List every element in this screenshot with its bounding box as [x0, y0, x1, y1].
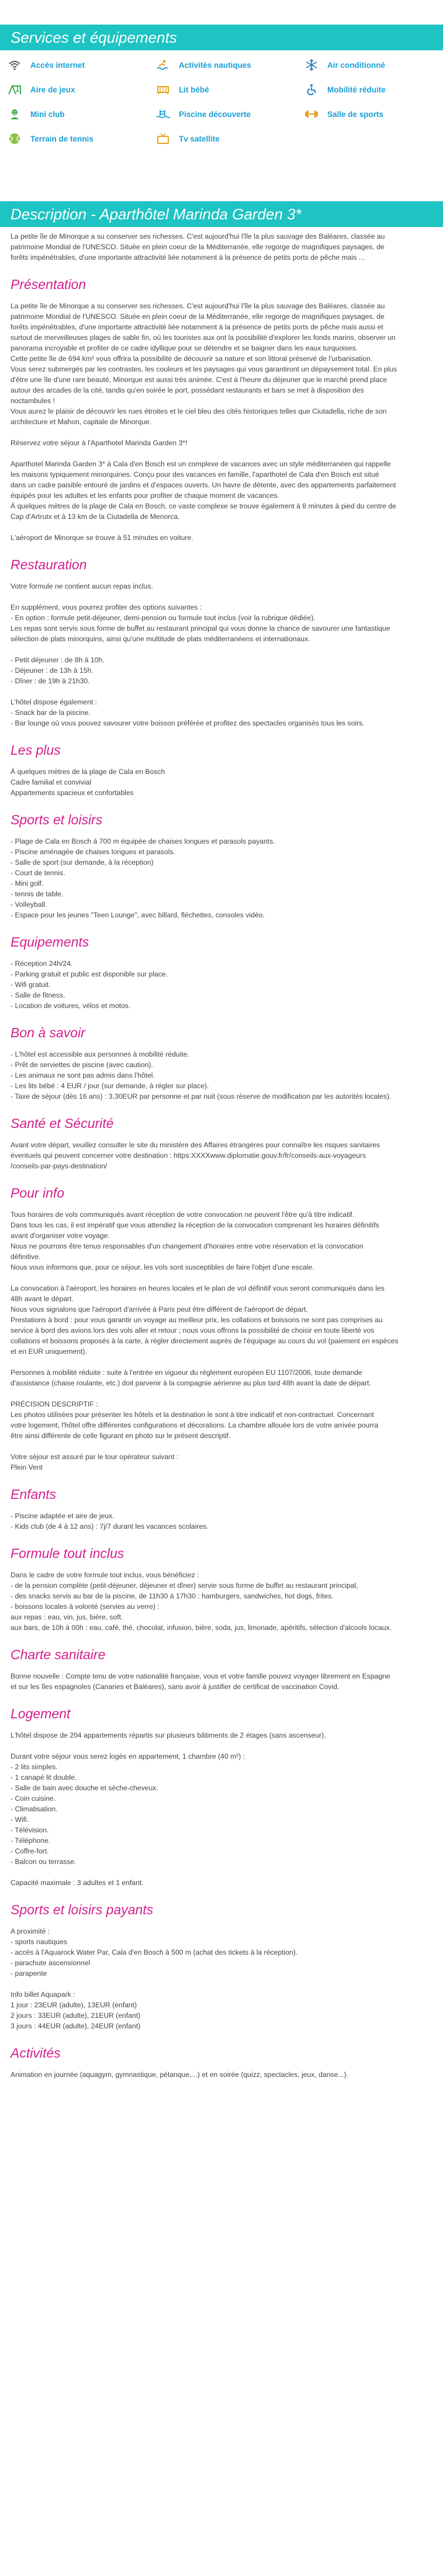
- services-grid: [0, 59, 443, 145]
- text-line: - Parking gratuit et public est disponible sur place.: [11, 970, 168, 978]
- accessibility-icon: [304, 83, 319, 96]
- services-list: [0, 59, 443, 145]
- text-line: Dans le cadre de votre formule tout inclus, vous bénéficiez :: [11, 1571, 199, 1579]
- text-line: La convocation à l'aéroport, les horaires en heures locales et le plan de vol définitif vous seront communiqués dans les: [11, 1284, 385, 1292]
- text-line: - parachute ascensionnel: [11, 1959, 91, 1967]
- services-title: Services et équipements: [11, 29, 177, 46]
- text-line: - Plage de Cala en Bosch à 700 m équipée de chaises longues et parasols payants.: [11, 837, 275, 845]
- gym-icon: [304, 108, 319, 121]
- service-item: [7, 83, 155, 96]
- text-line: - Déjeuner : de 13h à 15h.: [11, 666, 94, 675]
- tv-icon: [155, 132, 171, 145]
- description-content: [0, 231, 443, 2080]
- section-body: [11, 1926, 432, 2031]
- water-activities-icon: [155, 59, 171, 71]
- text-line: équipés pour les adultes et les enfants pour profiter de chaque moment de vacances.: [11, 491, 280, 500]
- text-line: aux repas : eau, vin, jus, bière, soft.: [11, 1613, 123, 1621]
- text-line: - Télévision.: [11, 1826, 49, 1834]
- spacer: [11, 1867, 432, 1877]
- text-line: 1 jour : 23EUR (adulte), 13EUR (enfant): [11, 2001, 137, 2009]
- text-line: être ainsi différente de celle figurant en photo sur le présent descriptif.: [11, 1432, 231, 1440]
- spacer: [11, 1388, 432, 1399]
- section-body: [11, 1140, 432, 1171]
- section-title: Bon à savoir: [11, 1025, 85, 1040]
- service-label: Mini club: [30, 109, 65, 119]
- text-line: Appartements spacieux et confortables: [11, 789, 134, 797]
- service-item: [155, 59, 304, 71]
- section: [11, 812, 432, 920]
- section: [11, 1546, 432, 1633]
- section-body: [11, 766, 432, 798]
- text-line: - Balcon ou terrasse.: [11, 1858, 77, 1866]
- text-line: - sports nautiques: [11, 1938, 67, 1946]
- spacer: [11, 448, 432, 459]
- service-item: [155, 108, 304, 121]
- text-line: - boissons locales à volonté (servies au verre) :: [11, 1602, 160, 1611]
- text-line: patrimoine Mondial de l'UNESCO. Située en plein coeur de la Méditerranée, elle regorge de magnifiques paysages, de: [11, 243, 385, 251]
- section-body: [11, 1511, 432, 1532]
- mini-club-icon: [7, 108, 22, 121]
- section-body: [11, 1730, 432, 1888]
- text-line: La petite île de Minorque a su conserver ses richesses. C'est aujourd'hui l'île la plus sauvage des Baléares, classée au: [11, 302, 385, 310]
- text-line: d'assistance (chaise roulante, etc.) doit parvenir à la compagnie aérienne au plus tard 48h avant la date de départ.: [11, 1379, 371, 1387]
- text-line: Les repas sont servis sous forme de buffet au restaurant principal qui vous donne la chance de savourer une fantastique: [11, 624, 390, 632]
- text-line: aux bars, de 10h à 00h : eau, café, thé, chocolat, infusion, bière, soda, jus, limonade, apéritifs, sélection d'alcools locaux.: [11, 1624, 392, 1632]
- text-line: Info billet Aquapark :: [11, 1990, 75, 1999]
- section: [11, 1647, 432, 1692]
- text-line: - Piscine aménagée de chaises longues et parasols.: [11, 848, 175, 856]
- text-line: L'hôtel dispose de 204 appartements répartis sur plusieurs bâtiments de 2 étages (sans ascenseur).: [11, 1731, 326, 1739]
- text-line: Nous ne pourrons être tenus responsables d'un changement d'horaires entre votre réservation et la convocation: [11, 1242, 364, 1250]
- section: [11, 1025, 432, 1102]
- baby-cot-icon: [155, 83, 171, 96]
- text-line: Cap d'Artrutx et à 13 km de la Ciutadella de Menorca.: [11, 513, 180, 521]
- service-label: Air conditionné: [327, 60, 385, 70]
- text-line: - 2 lits simples.: [11, 1763, 58, 1771]
- text-line: - Prêt de serviettes de piscine (avec caution).: [11, 1061, 153, 1069]
- text-line: - Volleyball.: [11, 900, 47, 909]
- description-banner: [0, 201, 443, 227]
- description-intro: [11, 231, 432, 263]
- section-body: [11, 2069, 432, 2080]
- service-label: Activités nautiques: [179, 60, 251, 70]
- text-line: sélection de plats minorquins, ainsi qu'une multitude de plats méditerranéens et internationaux.: [11, 635, 310, 643]
- section: [11, 1487, 432, 1532]
- text-line: - Taxe de séjour (dès 16 ans) : 3,30EUR par personne et par nuit (sous réserve de modification par les autorités locales).: [11, 1092, 392, 1100]
- section-body: [11, 1671, 432, 1692]
- section-body: [11, 836, 432, 920]
- text-line: - Location de voitures, vélos et motos.: [11, 1002, 131, 1010]
- text-line: À quelques mètres de la plage de Cala en Bosch, ce vaste complexe se trouve également à 8 minutes à pied du centre de: [11, 502, 396, 510]
- text-line: Animation en journée (aquagym, gymnastique, pétanque,...) et en soirée (quizz, spectacles, jeux, danse...).: [11, 2071, 348, 2079]
- section-body: [11, 1570, 432, 1633]
- wifi-icon: [7, 59, 22, 71]
- service-label: Piscine découverte: [179, 109, 251, 119]
- text-line: Vous serez submergés par les contrastes, les couleurs et les paysages qui vous garantiront un dépaysement total. En plus: [11, 365, 397, 373]
- text-line: - Salle de sport (sur demande, à la réception): [11, 858, 154, 866]
- playground-icon: [7, 83, 22, 96]
- text-line: Nous vous signalons que l'aéroport d'arrivée à Paris peut être différent de l'aéroport de départ.: [11, 1305, 308, 1313]
- spacer: [11, 644, 432, 655]
- spacer: [11, 686, 432, 697]
- spacer: [11, 1272, 432, 1283]
- text-line: PRÉCISION DESCRIPTIF :: [11, 1400, 98, 1408]
- text-line: - Wifi gratuit.: [11, 981, 51, 989]
- text-line: forêts impénétrables, d'une importante attractivité liée notamment à la présence de petits ports de pêche mais aussi et: [11, 323, 383, 331]
- text-line: - de la pension complète (petit-déjeuner, déjeuner et dîner) servie sous forme de buffet au restaurant principal,: [11, 1581, 358, 1590]
- spacer: [11, 1979, 432, 1989]
- text-line: - Petit déjeuner : de 8h à 10h.: [11, 656, 105, 664]
- service-label: Terrain de tennis: [30, 134, 94, 143]
- air-conditioning-icon: [304, 59, 319, 71]
- section-title: Sports et loisirs: [11, 812, 103, 827]
- text-line: À quelques mètres de la plage de Cala en Bosch: [11, 768, 165, 776]
- section: [11, 1706, 432, 1888]
- text-line: - Court de tennis.: [11, 869, 65, 877]
- text-line: - Les animaux ne sont pas admis dans l'hôtel.: [11, 1071, 155, 1079]
- section: [11, 742, 432, 798]
- service-label: Accès internet: [30, 60, 85, 70]
- text-line: - Espace pour les jeunes "Teen Lounge", avec billard, fléchettes, consoles vidéo.: [11, 911, 265, 919]
- text-line: forêts impénétrables, d'une importante attractivité liée notamment à la présence de petits ports de pêche mais ...: [11, 253, 365, 262]
- text-line: - Kids club (de 4 à 12 ans) : 7j/7 durant les vacances scolaires.: [11, 1522, 209, 1531]
- service-label: Lit bébé: [179, 85, 209, 94]
- section-title: Charte sanitaire: [11, 1647, 106, 1662]
- section-title: Les plus: [11, 742, 61, 758]
- text-line: Votre séjour est assuré par le tour opérateur suivant :: [11, 1453, 179, 1461]
- text-line: d'être une île d'une rare beauté, Minorque est aussi très animée. C'est à l'heure du déjeuner que le marché prend place: [11, 376, 387, 384]
- spacer: [11, 1741, 432, 1751]
- text-line: noctambules !: [11, 397, 55, 405]
- text-line: Vous aurez le plaisir de découvrir les rues étroites et le ciel bleu des cités historiques telles que Ciutadella, riche de son: [11, 407, 387, 415]
- text-line: Plein Vent: [11, 1463, 43, 1471]
- section-title: Santé et Sécurité: [11, 1116, 114, 1131]
- text-line: - En option : formule petit-déjeuner, demi-pension ou formule tout inclus (voir la rubrique dédiée).: [11, 614, 316, 622]
- text-line: service à bord des avions lors des vols aller et retour ; nous vous offrons la possibilité de choisir en toute liberté vos: [11, 1326, 375, 1335]
- section: [11, 1185, 432, 1473]
- text-line: L'hôtel dispose également :: [11, 698, 97, 706]
- service-item: [304, 108, 443, 121]
- text-line: - tennis de table.: [11, 890, 64, 898]
- section-body: [11, 1209, 432, 1473]
- text-line: Personnes à mobilité réduite : suite à l'entrée en vigueur du règlement européen EU 1107/2006, toute demande: [11, 1368, 362, 1377]
- text-line: - Les lits bébé : 4 EUR / jour (sur demande, à régler sur place).: [11, 1082, 209, 1090]
- service-label: Aire de jeux: [30, 85, 75, 94]
- text-line: - Salle de bain avec douche et sèche-cheveux.: [11, 1784, 158, 1792]
- text-line: - Snack bar de la piscine.: [11, 709, 91, 717]
- section-body: [11, 958, 432, 1011]
- text-line: /conseils-par-pays-destination/: [11, 1162, 108, 1170]
- description-title: Description - Aparthôtel Marinda Garden 3*: [11, 205, 302, 223]
- text-line: - L'hôtel est accessible aux personnes à mobilité réduite.: [11, 1050, 189, 1058]
- section-body: [11, 581, 432, 728]
- text-line: - Climatisation.: [11, 1805, 58, 1813]
- text-line: 2 jours : 33EUR (adulte), 21EUR (enfant): [11, 2011, 141, 2020]
- text-line: panorama incroyable et profiter de ce cadre idyllique pour se détendre et se baigner dans les eaux turquoises.: [11, 344, 358, 352]
- service-item: [155, 132, 304, 145]
- text-line: dans un cadre paisible entouré de jardins et d'espaces ouverts. Un havre de détente, avec des appartements parfaitement: [11, 481, 396, 489]
- text-line: L'aéroport de Minorque se trouve à 51 minutes en voiture.: [11, 534, 193, 542]
- section-title: Enfants: [11, 1487, 56, 1502]
- description-sections: [11, 277, 432, 2080]
- text-line: Tous horaires de vols communiqués avant réception de votre convocation ne peuvent l'être qu'à titre indicatif.: [11, 1210, 354, 1219]
- section: [11, 1902, 432, 2031]
- section: [11, 1116, 432, 1171]
- service-item: [7, 59, 155, 71]
- text-line: - des snacks servis au bar de la piscine, de 11h30 à 17h30 : hamburgers, sandwiches, hot dogs, frites.: [11, 1592, 334, 1600]
- text-line: - parapente: [11, 1969, 47, 1977]
- section-title: Sports et loisirs payants: [11, 1902, 154, 1917]
- text-line: - 1 canapé lit double.: [11, 1773, 77, 1781]
- text-line: Dans tous les cas, il est impératif que vous attendiez la réception de la convocation comprenant les horaires définitifs: [11, 1221, 379, 1229]
- section: [11, 934, 432, 1011]
- text-line: Avant votre départ, veuillez consulter le site du ministère des Affaires étrangères pour connaître les risques sanitaires: [11, 1141, 380, 1149]
- text-line: votre logement, l'hôtel offre différentes configurations et décorations. La chambre allouée lors de votre arrivée pourra: [11, 1421, 379, 1429]
- service-item: [155, 83, 304, 96]
- text-line: Cette petite île de 694 km² vous offrira la possibilité de découvrir sa nature et son littoral préservé de l'urbanisation.: [11, 355, 373, 363]
- text-line: les maisons typiquement minorquines. Conçu pour des vacances en famille, l'aparthotel de Cala d'en Bosch est situé: [11, 470, 379, 479]
- text-line: - Bar lounge où vous pouvez savourer votre boisson préférée et profitez des spectacles organisés tous les soirs.: [11, 719, 365, 727]
- section-body: [11, 301, 432, 543]
- spacer: [11, 522, 432, 532]
- text-line: et en EUR uniquement).: [11, 1347, 87, 1356]
- spacer: [11, 1441, 432, 1452]
- text-line: La petite île de Minorque a su conserver ses richesses. C'est aujourd'hui l'île la plus sauvage des Baléares, classée au: [11, 232, 385, 240]
- text-line: patrimoine Mondial de l'UNESCO. Située en plein coeur de la Méditerranée, elle regorge de magnifiques paysages, de: [11, 312, 385, 321]
- service-label: Salle de sports: [327, 109, 384, 119]
- text-line: - Mini golf.: [11, 879, 44, 888]
- text-line: Prestations à bord : pour vous garantir un voyage au meilleur prix, les collations et boissons ne sont pas comprises au: [11, 1316, 383, 1324]
- text-line: Votre formule ne contient aucun repas inclus.: [11, 582, 153, 590]
- text-line: Les photos utilisées pour présenter les hôtels et la destination le sont à titre indicatif et non-contractuel. Concernant: [11, 1411, 374, 1419]
- text-line: Capacité maximale : 3 adultes et 1 enfant.: [11, 1879, 144, 1887]
- services-banner: [0, 25, 443, 50]
- text-line: - Salle de fitness.: [11, 991, 65, 999]
- text-line: 48h avant le départ.: [11, 1295, 74, 1303]
- service-item: [304, 83, 443, 96]
- text-line: autour des arcades de la cité, tandis qu'en soirée le port, possédant restaurants et bars se met à disposition des: [11, 386, 364, 394]
- section: [11, 277, 432, 543]
- text-line: Bonne nouvelle : Compte tenu de votre nationalité française, vous et votre famille pouvez voyager librement en Espagne: [11, 1672, 390, 1680]
- tennis-icon: [7, 132, 22, 145]
- spacer: [11, 427, 432, 438]
- text-line: - Piscine adaptée et aire de jeux.: [11, 1512, 115, 1520]
- service-item: [7, 108, 155, 121]
- spacer: [11, 591, 432, 602]
- section: [11, 557, 432, 728]
- text-line: éventuels qui peuvent concerner votre destination : https:XXXXwww.diplomatie.gouv.fr/fr/conseils-aux-voyageurs: [11, 1151, 366, 1160]
- section-title: Formule tout inclus: [11, 1546, 124, 1561]
- text-line: architecture et Mahon, capitale de Minorque.: [11, 418, 152, 426]
- text-line: avant d'organiser votre voyage.: [11, 1232, 110, 1240]
- text-line: Durant votre séjour vous serez logés en appartement, 1 chambre (40 m²) :: [11, 1752, 245, 1760]
- text-line: Réservez votre séjour à l'Aparthotel Marinda Garden 3*!: [11, 439, 188, 447]
- text-line: - Téléphone.: [11, 1836, 51, 1845]
- text-line: Nous vous informons que, pour ce séjour, les vols sont susceptibles de faire l'objet d'une escale.: [11, 1263, 314, 1271]
- service-label: Mobilité réduite: [327, 85, 386, 94]
- section-body: [11, 1049, 432, 1102]
- text-line: Aparthotel Marinda Garden 3* à Cala d'en Bosch est un complexe de vacances avec un style méditerranéen qui rappelle: [11, 460, 391, 468]
- text-line: - Coffre-fort.: [11, 1847, 49, 1855]
- section-title: Logement: [11, 1706, 71, 1721]
- service-item: [304, 59, 443, 71]
- text-line: En supplément, vous pourrez profiter des options suivantes :: [11, 603, 202, 611]
- section-title: Pour info: [11, 1185, 65, 1201]
- text-line: définitive.: [11, 1253, 41, 1261]
- text-line: surtout de merveilleuses plages de sable fin, où les touristes aux ont la possibilité d'explorer les fonds marins, observer un: [11, 333, 396, 342]
- text-line: - Coin cuisine.: [11, 1794, 56, 1803]
- text-line: et sur les îles espagnoles (Canaries et Baléares), sans avoir à justifier de certificat de vaccination Covid.: [11, 1683, 340, 1691]
- spacer: [11, 1357, 432, 1367]
- text-line: - accès à l'Aquarock Water Par, Cala d'en Bosch à 500 m (achat des tickets à la réception).: [11, 1948, 298, 1956]
- text-line: - Réception 24h/24.: [11, 959, 73, 968]
- pool-icon: [155, 108, 171, 121]
- service-label: Tv satellite: [179, 134, 220, 143]
- text-line: - Dîner : de 19h à 21h30.: [11, 677, 90, 685]
- text-line: Cadre familial et convivial: [11, 778, 92, 786]
- section: [11, 2045, 432, 2080]
- text-line: - Wifi.: [11, 1815, 29, 1824]
- section-title: Equipements: [11, 934, 89, 950]
- service-item: [7, 132, 155, 145]
- section-title: Activités: [11, 2045, 61, 2061]
- text-line: A proximité :: [11, 1927, 50, 1935]
- section-title: Présentation: [11, 277, 86, 292]
- text-line: collations et boissons proposés à la carte, à régler directement auprès de l'équipage au cours du vol (paiement en espèces: [11, 1337, 399, 1345]
- text-line: 3 jours : 44EUR (adulte), 24EUR (enfant): [11, 2022, 141, 2030]
- section-title: Restauration: [11, 557, 87, 572]
